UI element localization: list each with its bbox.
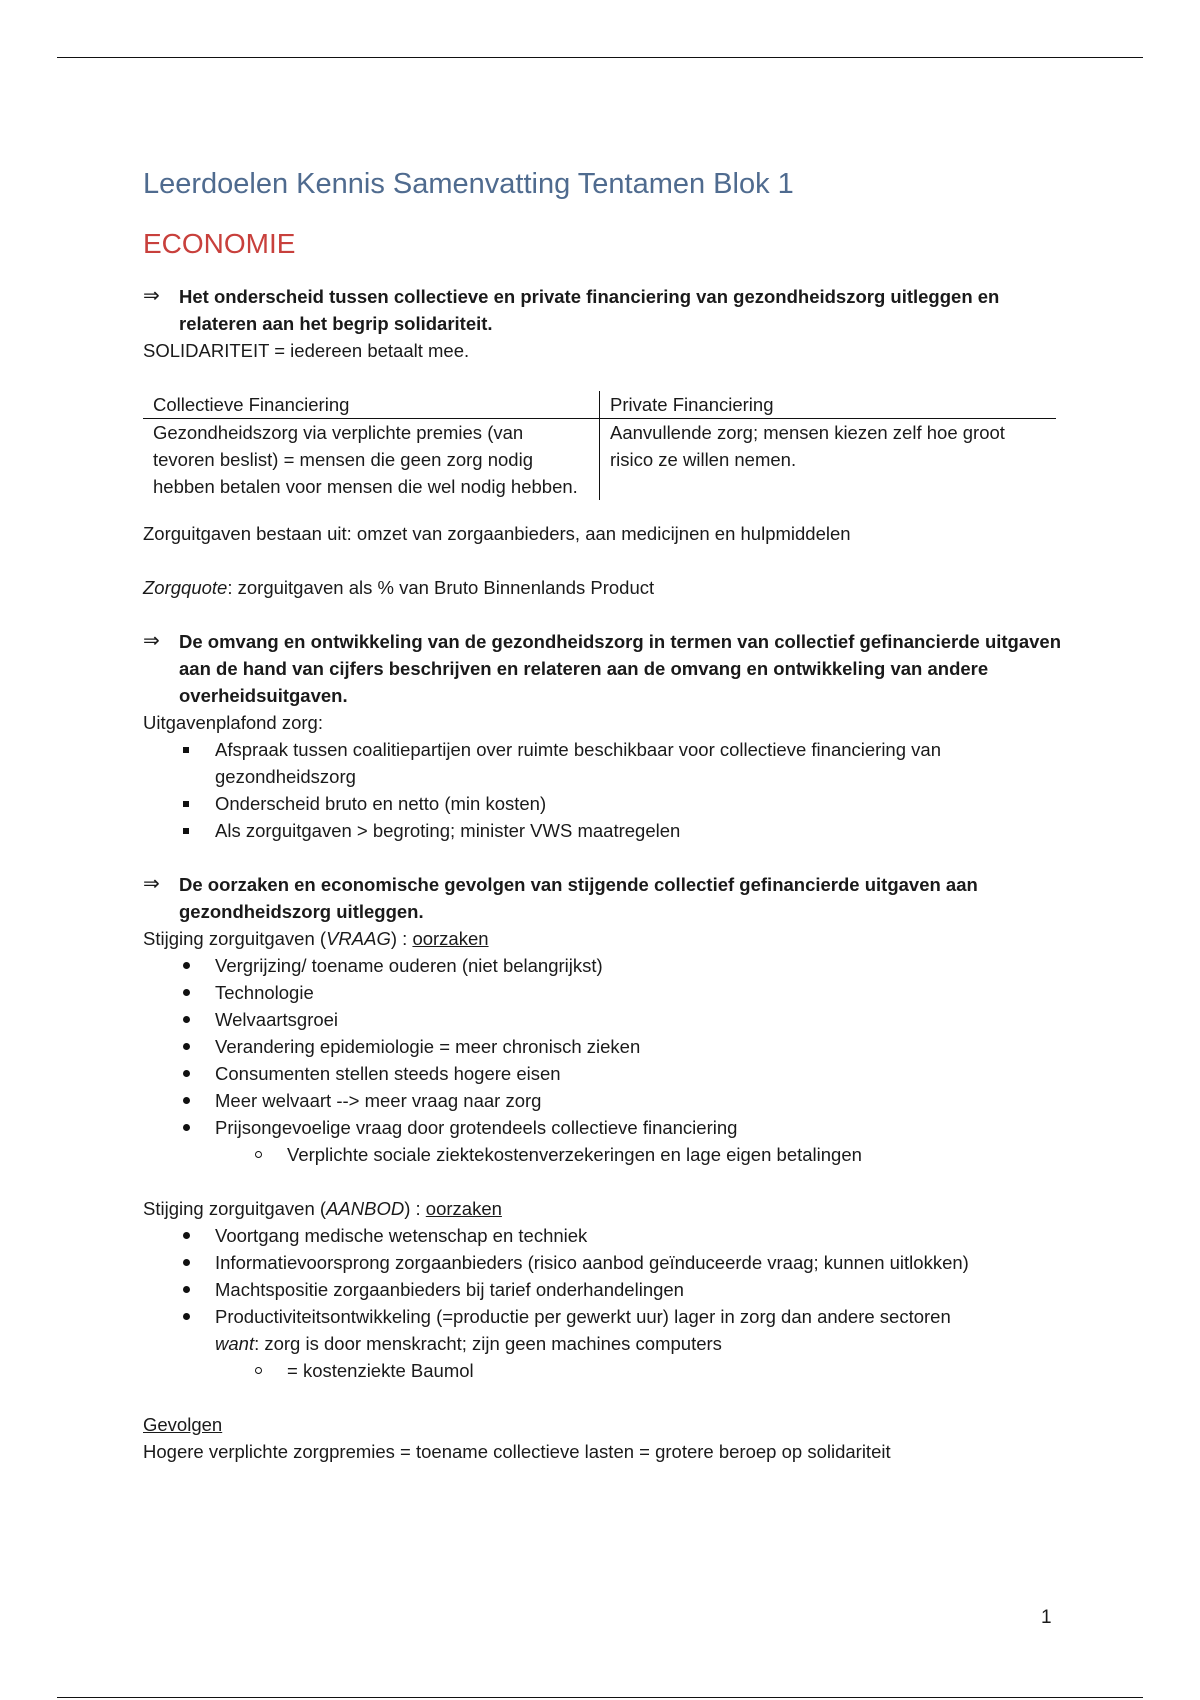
zorgquote-definition: : zorguitgaven als % van Bruto Binnenlands Product [227,577,655,598]
want-text: : zorg is door menskracht; zijn geen machines computers [254,1333,722,1354]
table-header: Collectieve Financiering [143,391,600,419]
list-item: Informatievoorsprong zorgaanbieders (risico aanbod geïnduceerde vraag; kunnen uitlokken) [143,1249,1063,1276]
uitgavenplafond-list [143,736,1063,844]
table-row [143,419,1056,501]
document-title: Leerdoelen Kennis Samenvatting Tentamen Blok 1 [143,168,794,200]
list-item: Onderscheid bruto en netto (min kosten) [143,790,1063,817]
vraag-causes-list [143,952,1063,1141]
objective-text: De omvang en ontwikkeling van de gezondheidszorg in termen van collectief gefinancierde uitgaven aan de hand van cijfers beschrijven en relateren aan de omvang en ontwikkeling van andere overheidsuitgaven. [179,631,1062,706]
header-rule [57,57,1143,58]
productiviteit-text: Productiviteitsontwikkeling (=productie per gewerkt uur) lager in zorg dan andere sectoren [215,1306,951,1327]
double-arrow-icon: ⇒ [143,285,160,307]
table-cell: Gezondheidszorg via verplichte premies (van tevoren beslist) = mensen die geen zorg nodig hebben betalen voor mensen die wel nodig hebben. [143,419,600,501]
aanbod-causes-list [143,1222,1063,1357]
learning-objective-2 [143,628,1063,709]
sub-list-item: = kostenziekte Baumol [143,1357,1063,1384]
list-item: Meer welvaart --> meer vraag naar zorg [143,1087,1063,1114]
want-label: want [215,1333,255,1354]
list-item: Verandering epidemiologie = meer chronisch zieken [143,1033,1063,1060]
learning-objective-3 [143,871,1063,925]
sub-list-item: Verplichte sociale ziektekostenverzekeringen en lage eigen betalingen [143,1141,1063,1168]
zorguitgaven-paragraph: Zorguitgaven bestaan uit: omzet van zorgaanbieders, aan medicijnen en hulpmiddelen [143,523,851,544]
objective-text: De oorzaken en economische gevolgen van stijgende collectief gefinancierde uitgaven aan gezondheidszorg uitleggen. [179,874,978,922]
oorzaken-label: oorzaken [412,928,489,949]
oorzaken-label: oorzaken [425,1198,502,1219]
list-item: Vergrijzing/ toename ouderen (niet belangrijkst) [143,952,1063,979]
double-arrow-icon: ⇒ [143,630,160,652]
aanbod-heading-separator: ) : [404,1198,426,1219]
list-item [143,1303,1063,1357]
financing-table [143,391,1056,500]
zorgquote-paragraph [143,574,1063,601]
aanbod-label: AANBOD [326,1198,405,1219]
table-header: Private Financiering [600,391,1057,419]
list-item: Als zorguitgaven > begroting; minister VWS maatregelen [143,817,1063,844]
gevolgen-text: Hogere verplichte zorgpremies = toename collectieve lasten = grotere beroep op solidariteit [143,1441,891,1462]
list-item: Afspraak tussen coalitiepartijen over ruimte beschikbaar voor collectieve financiering van gezondheidszorg [143,736,1063,790]
vraag-heading-prefix: Stijging zorguitgaven ( [143,928,327,949]
list-item: Welvaartsgroei [143,1006,1063,1033]
table-cell: Aanvullende zorg; mensen kiezen zelf hoe groot risico ze willen nemen. [610,422,1005,470]
list-item: Consumenten stellen steeds hogere eisen [143,1060,1063,1087]
vraag-heading-separator: ) : [390,928,413,949]
table-header-row [143,391,1056,419]
objective-text: Het onderscheid tussen collectieve en private financiering van gezondheidszorg uitleggen en relateren aan het begrip solidariteit. [179,286,1000,334]
gevolgen-heading [143,1411,1063,1438]
footer-rule [57,1697,1143,1698]
page-number: 1 [1041,1607,1052,1628]
vraag-sublist [143,1141,1063,1168]
list-item: Voortgang medische wetenschap en techniek [143,1222,1063,1249]
aanbod-heading-prefix: Stijging zorguitgaven ( [143,1198,327,1219]
vraag-heading [143,925,1063,952]
document-body [143,164,1063,1465]
list-item: Prijsongevoelige vraag door grotendeels collectieve financiering [143,1114,1063,1141]
double-arrow-icon: ⇒ [143,873,160,895]
list-item: Technologie [143,979,1063,1006]
section-heading: ECONOMIE [143,228,296,259]
solidariteit-definition: SOLIDARITEIT = iedereen betaalt mee. [143,340,470,361]
vraag-label: VRAAG [326,928,391,949]
gevolgen-label: Gevolgen [143,1414,223,1435]
aanbod-heading [143,1195,1063,1222]
learning-objective-1 [143,283,1063,337]
aanbod-sublist [143,1357,1063,1384]
zorgquote-term: Zorgquote [143,577,228,598]
uitgavenplafond-label: Uitgavenplafond zorg: [143,712,323,733]
list-item: Machtspositie zorgaanbieders bij tarief onderhandelingen [143,1276,1063,1303]
